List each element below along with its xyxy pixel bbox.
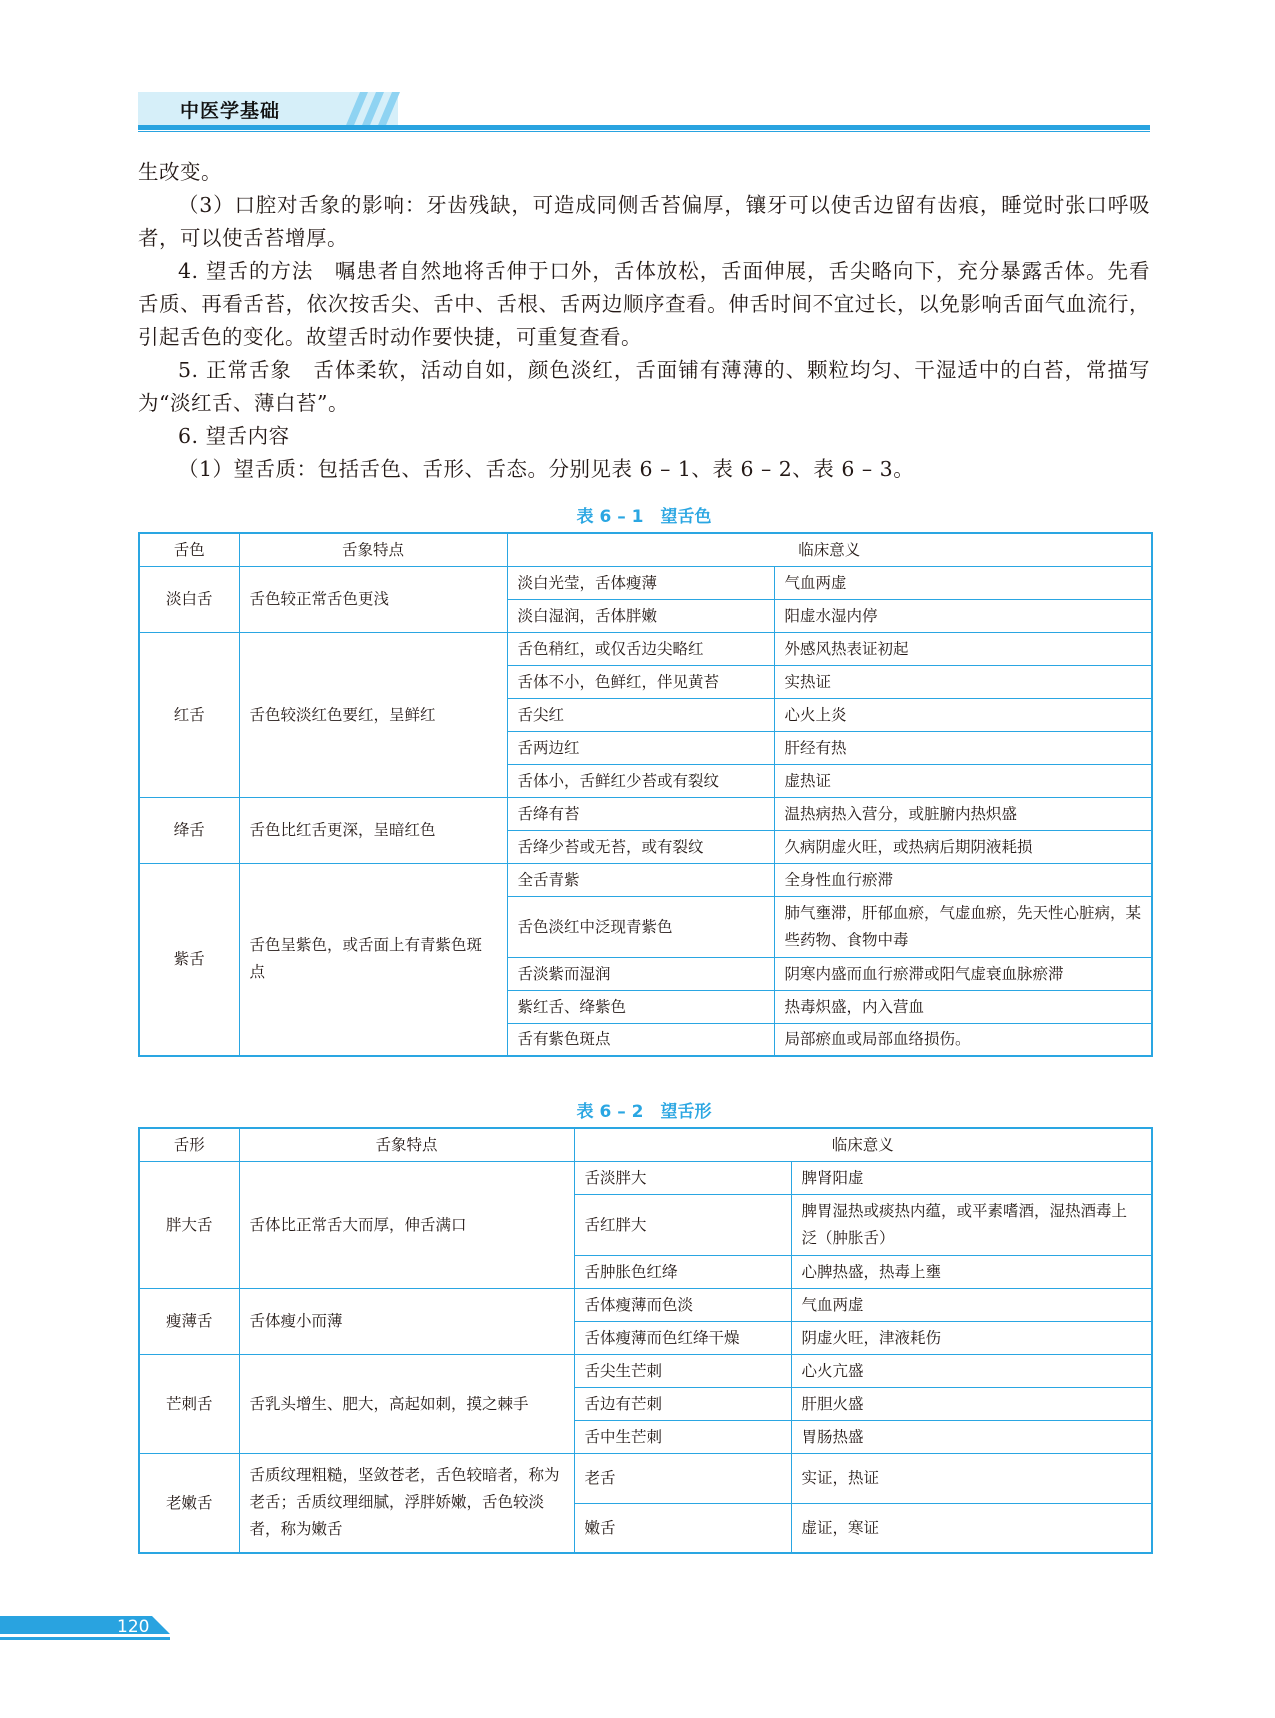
col-header: 舌形 [139, 1128, 239, 1161]
clinical-meaning: 心脾热盛，热毒上壅 [791, 1255, 1152, 1288]
header-rule-thin [138, 131, 1150, 132]
clinical-meaning: 实热证 [774, 665, 1152, 698]
paragraph: 4. 望舌的方法 嘱患者自然地将舌伸于口外，舌体放松，舌面伸展，舌尖略向下，充分暴露舌体。先看舌质、再看舌苔，依次按舌尖、舌中、舌根、舌两边顺序查看。伸舌时间不宜过长，以免影响舌面气血流行，引起舌色的变化。故望舌时动作要快捷，可重复查看。 [138, 259, 1150, 349]
sub-feature: 舌红胖大 [574, 1194, 791, 1255]
sub-feature: 全舌青紫 [507, 863, 774, 896]
book-title: 中医学基础 [180, 100, 281, 122]
sub-feature: 舌淡紫而湿润 [507, 957, 774, 990]
clinical-meaning: 局部瘀血或局部血络损伤。 [774, 1023, 1152, 1056]
table-row [139, 566, 1152, 599]
sub-feature: 舌色稍红，或仅舌边尖略红 [507, 632, 774, 665]
sub-feature: 老舌 [574, 1453, 791, 1503]
page-number: 120 [117, 1617, 150, 1637]
col-header: 舌象特点 [239, 533, 507, 566]
tongue-feature: 舌体比正常舌大而厚，伸舌满口 [239, 1161, 574, 1288]
clinical-meaning: 久病阴虚火旺，或热病后期阴液耗损 [774, 830, 1152, 863]
clinical-meaning: 外感风热表证初起 [774, 632, 1152, 665]
table-header-row [139, 1128, 1152, 1161]
tongue-type: 红舌 [139, 632, 239, 797]
sub-feature: 舌尖红 [507, 698, 774, 731]
table-row [139, 1288, 1152, 1321]
sub-feature: 舌淡胖大 [574, 1161, 791, 1194]
tongue-feature: 舌色呈紫色，或舌面上有青紫色斑点 [239, 863, 507, 1056]
header-rule [138, 125, 1150, 130]
clinical-meaning: 胃肠热盛 [791, 1420, 1152, 1453]
table-row [139, 1453, 1152, 1503]
sub-feature: 淡白湿润，舌体胖嫩 [507, 599, 774, 632]
clinical-meaning: 脾胃湿热或痰热内蕴，或平素嗜酒，湿热酒毒上泛（肿胀舌） [791, 1194, 1152, 1255]
sub-feature: 舌边有芒刺 [574, 1387, 791, 1420]
clinical-meaning: 阴虚火旺，津液耗伤 [791, 1321, 1152, 1354]
clinical-meaning: 心火亢盛 [791, 1354, 1152, 1387]
clinical-meaning: 肺气壅滞，肝郁血瘀，气虚血瘀，先天性心脏病，某些药物、食物中毒 [774, 896, 1152, 957]
clinical-meaning: 脾肾阳虚 [791, 1161, 1152, 1194]
sub-feature: 舌绛有苔 [507, 797, 774, 830]
tongue-feature: 舌体瘦小而薄 [239, 1288, 574, 1354]
table-row [139, 1161, 1152, 1194]
sub-feature: 舌色淡红中泛现青紫色 [507, 896, 774, 957]
table-row [139, 632, 1152, 665]
clinical-meaning: 实证，热证 [791, 1453, 1152, 1503]
tongue-type: 瘦薄舌 [139, 1288, 239, 1354]
sub-feature: 舌肿胀色红绛 [574, 1255, 791, 1288]
paragraph: 生改变。 [138, 160, 222, 184]
clinical-meaning: 肝经有热 [774, 731, 1152, 764]
col-header: 临床意义 [574, 1128, 1152, 1161]
clinical-meaning: 虚热证 [774, 764, 1152, 797]
paragraph: （1）望舌质：包括舌色、舌形、舌态。分别见表 6 – 1、表 6 – 2、表 6 – 3。 [178, 457, 915, 481]
clinical-meaning: 阴寒内盛而血行瘀滞或阳气虚衰血脉瘀滞 [774, 957, 1152, 990]
tongue-type: 老嫩舌 [139, 1453, 239, 1553]
table-tongue-color [138, 532, 1153, 1057]
tongue-feature: 舌乳头增生、肥大，高起如刺，摸之棘手 [239, 1354, 574, 1453]
sub-feature: 舌体瘦薄而色红绛干燥 [574, 1321, 791, 1354]
table-row [139, 797, 1152, 830]
tongue-feature: 舌色较淡红色要红，呈鲜红 [239, 632, 507, 797]
sub-feature: 舌尖生芒刺 [574, 1354, 791, 1387]
clinical-meaning: 阳虚水湿内停 [774, 599, 1152, 632]
body-text [138, 156, 1150, 486]
paragraph: （3）口腔对舌象的影响：牙齿残缺，可造成同侧舌苔偏厚，镶牙可以使舌边留有齿痕，睡觉时张口呼吸者，可以使舌苔增厚。 [138, 193, 1150, 250]
tongue-feature: 舌质纹理粗糙，坚敛苍老，舌色较暗者，称为老舌；舌质纹理细腻，浮胖娇嫩，舌色较淡者，称为嫩舌 [239, 1453, 574, 1553]
sub-feature: 舌两边红 [507, 731, 774, 764]
sub-feature: 舌中生芒刺 [574, 1420, 791, 1453]
table-row [139, 1354, 1152, 1387]
clinical-meaning: 气血两虚 [791, 1288, 1152, 1321]
table-tongue-shape [138, 1127, 1153, 1554]
table2-caption: 表 6 – 2 望舌形 [576, 1102, 712, 1122]
sub-feature: 嫩舌 [574, 1503, 791, 1553]
sub-feature: 淡白光莹，舌体瘦薄 [507, 566, 774, 599]
paragraph: 5. 正常舌象 舌体柔软，活动自如，颜色淡红，舌面铺有薄薄的、颗粒均匀、干湿适中的白苔，常描写为“淡红舌、薄白苔”。 [138, 358, 1150, 415]
tongue-type: 绛舌 [139, 797, 239, 863]
table-header-row [139, 533, 1152, 566]
col-header: 舌色 [139, 533, 239, 566]
clinical-meaning: 心火上炎 [774, 698, 1152, 731]
sub-feature: 舌体瘦薄而色淡 [574, 1288, 791, 1321]
sub-feature: 舌体不小，色鲜红，伴见黄苔 [507, 665, 774, 698]
clinical-meaning: 肝胆火盛 [791, 1387, 1152, 1420]
col-header: 舌象特点 [239, 1128, 574, 1161]
paragraph: 6. 望舌内容 [178, 424, 290, 448]
sub-feature: 舌绛少苔或无苔，或有裂纹 [507, 830, 774, 863]
tongue-type: 淡白舌 [139, 566, 239, 632]
clinical-meaning: 气血两虚 [774, 566, 1152, 599]
clinical-meaning: 全身性血行瘀滞 [774, 863, 1152, 896]
tongue-type: 胖大舌 [139, 1161, 239, 1288]
tongue-feature: 舌色较正常舌色更浅 [239, 566, 507, 632]
sub-feature: 紫红舌、绛紫色 [507, 990, 774, 1023]
col-header: 临床意义 [507, 533, 1152, 566]
table1-caption: 表 6 – 1 望舌色 [576, 507, 712, 527]
clinical-meaning: 虚证，寒证 [791, 1503, 1152, 1553]
tongue-feature: 舌色比红舌更深，呈暗红色 [239, 797, 507, 863]
tongue-type: 芒刺舌 [139, 1354, 239, 1453]
sub-feature: 舌有紫色斑点 [507, 1023, 774, 1056]
table-row [139, 863, 1152, 896]
tongue-type: 紫舌 [139, 863, 239, 1056]
clinical-meaning: 热毒炽盛，内入营血 [774, 990, 1152, 1023]
clinical-meaning: 温热病热入营分，或脏腑内热炽盛 [774, 797, 1152, 830]
sub-feature: 舌体小，舌鲜红少苔或有裂纹 [507, 764, 774, 797]
